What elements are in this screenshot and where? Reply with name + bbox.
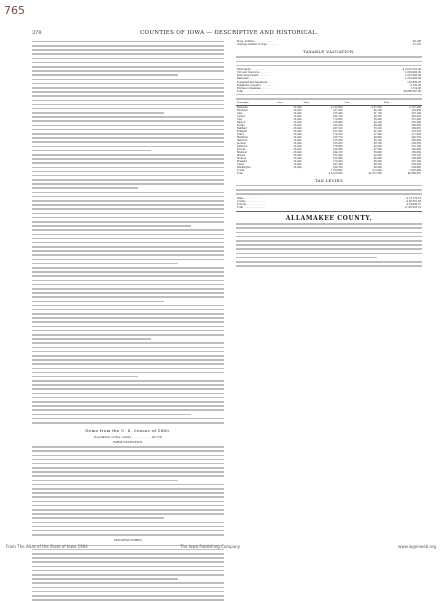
text-line bbox=[32, 446, 224, 449]
text-line bbox=[236, 244, 422, 247]
text-line bbox=[32, 561, 224, 564]
text-line bbox=[32, 284, 224, 287]
text-line bbox=[32, 292, 224, 295]
text-line bbox=[32, 522, 224, 525]
text-line bbox=[236, 265, 422, 268]
text-line bbox=[32, 463, 224, 466]
text-line bbox=[32, 171, 224, 174]
top-stats-table bbox=[236, 40, 422, 46]
stat-row: Total . . . . . . . . . . . . . . $ 103,523.14 bbox=[237, 205, 421, 209]
text-line bbox=[236, 253, 422, 256]
text-line bbox=[32, 574, 224, 577]
column-header: Total bbox=[383, 101, 422, 105]
text-line bbox=[32, 401, 224, 404]
text-line bbox=[236, 56, 422, 59]
text-line bbox=[32, 380, 224, 383]
text-line bbox=[32, 334, 224, 337]
text-line bbox=[32, 587, 224, 590]
text-line bbox=[32, 313, 224, 316]
text-line bbox=[32, 296, 224, 299]
text-line bbox=[32, 321, 224, 324]
text-line bbox=[32, 475, 224, 478]
text-line bbox=[32, 200, 224, 203]
assessment-table bbox=[236, 101, 422, 174]
text-line bbox=[32, 526, 224, 529]
text-line bbox=[32, 108, 224, 111]
text-line bbox=[32, 355, 224, 358]
text-line bbox=[32, 288, 224, 291]
text-line bbox=[32, 133, 224, 136]
stat-row: Farm lands . . . . . . . . . . . . $ 2,810,762.00 bbox=[237, 68, 421, 72]
text-line bbox=[32, 213, 224, 216]
text-line bbox=[32, 225, 224, 228]
body-text-block bbox=[32, 41, 224, 425]
text-line bbox=[32, 359, 224, 362]
text-line bbox=[32, 480, 224, 483]
table-row: Dayton 23,040 188,440 44,100 232,540 bbox=[237, 120, 421, 124]
text-line bbox=[32, 553, 224, 556]
text-line bbox=[32, 557, 224, 560]
text-line bbox=[32, 45, 224, 48]
stat-row: Personal property . . . . . . . . 1,007,506.00 bbox=[237, 74, 421, 78]
stat-row: Telegraph and telephone . . . . 102,800.00 bbox=[237, 80, 421, 84]
table-row: Jefferson 23,040 178,900 40,200 219,100 bbox=[237, 144, 421, 148]
text-line bbox=[32, 229, 224, 232]
population-line: Population of the county . . . . . . . . . . 10,770 bbox=[94, 434, 162, 439]
text-line bbox=[32, 41, 224, 44]
footer-source: From The Atlas of the State of Iowa 1904 bbox=[6, 544, 88, 549]
manufactures-table bbox=[32, 545, 224, 602]
text-line bbox=[32, 578, 224, 581]
text-line bbox=[236, 257, 422, 260]
taxable-valuation-heading: TAXABLE VALUATION. bbox=[302, 49, 356, 55]
text-line bbox=[32, 484, 224, 487]
table-row: Madison 23,040 204,150 50,900 255,050 bbox=[237, 150, 421, 154]
text-line bbox=[32, 326, 224, 329]
text-line bbox=[32, 250, 224, 253]
table-row: Union 23,040 201,540 48,700 250,240 bbox=[237, 162, 421, 166]
text-line bbox=[32, 405, 224, 408]
table-row: Belleville 23,040 $ 199,860 $ 57,600 $ 257,460 bbox=[237, 105, 421, 109]
text-line bbox=[32, 112, 224, 115]
text-line bbox=[236, 227, 422, 230]
text-line bbox=[32, 409, 224, 412]
table-row: Monroe 23,040 192,880 45,600 238,480 bbox=[237, 156, 421, 160]
text-line bbox=[236, 240, 422, 243]
table-row: Grant 23,040 174,520 37,400 211,920 bbox=[237, 132, 421, 136]
text-line bbox=[32, 70, 224, 73]
text-line bbox=[32, 242, 224, 245]
text-line bbox=[32, 505, 224, 508]
taxable-valuation-table bbox=[236, 68, 422, 93]
text-line bbox=[32, 467, 224, 470]
text-line bbox=[32, 49, 224, 52]
page-stamp-number: 765 bbox=[4, 4, 25, 17]
text-line bbox=[32, 196, 224, 199]
text-line bbox=[32, 347, 224, 350]
county-title: ALLAMAKEE COUNTY. bbox=[285, 214, 373, 222]
column-header: Pers. bbox=[344, 101, 383, 105]
text-line bbox=[32, 450, 224, 453]
county-body-text bbox=[236, 223, 422, 268]
text-line bbox=[32, 317, 224, 320]
text-line bbox=[32, 125, 224, 128]
text-line bbox=[32, 368, 224, 371]
text-line bbox=[32, 280, 224, 283]
text-line bbox=[32, 305, 224, 308]
page-number: 370 bbox=[32, 30, 42, 36]
table-row: Dodge 23,040 193,250 46,800 240,050 bbox=[237, 123, 421, 127]
column-header: Area bbox=[277, 101, 303, 105]
column-header: Townships bbox=[236, 101, 277, 105]
text-line bbox=[32, 309, 224, 312]
table-row: Fairfield 23,040 207,610 53,200 260,810 bbox=[237, 126, 421, 130]
text-line bbox=[32, 154, 224, 157]
text-line bbox=[32, 254, 224, 257]
text-line bbox=[32, 582, 224, 585]
stat-row: Schools . . . . . . . . . . . . . $ 54,806.37 bbox=[237, 202, 421, 206]
text-line bbox=[32, 74, 224, 77]
text-line bbox=[32, 566, 224, 569]
text-line bbox=[32, 513, 224, 516]
column-header: Value bbox=[302, 101, 343, 105]
manufactures-heading: MANUFACTURES. bbox=[113, 538, 143, 543]
text-line bbox=[32, 501, 224, 504]
table-row: Washington 23,040 189,760 44,900 234,660 bbox=[237, 165, 421, 169]
text-line bbox=[236, 61, 422, 64]
text-line bbox=[32, 591, 224, 594]
stat-row: Average number of hogs . . . . . . . . 27,187 bbox=[237, 43, 421, 47]
text-line bbox=[32, 351, 224, 354]
text-line bbox=[32, 246, 224, 249]
text-line bbox=[32, 459, 224, 462]
stat-row: Express companies . . . . . . . 1,710.00 bbox=[237, 86, 421, 90]
text-line bbox=[32, 66, 224, 69]
text-line bbox=[32, 150, 224, 153]
text-line bbox=[32, 87, 224, 90]
text-line bbox=[32, 267, 224, 270]
table-row: Jackson 23,040 185,650 43,700 229,350 bbox=[237, 141, 421, 145]
table-row: Pleasant 23,040 170,260 36,900 207,160 bbox=[237, 159, 421, 163]
text-line bbox=[32, 167, 224, 170]
table-row: Brooklyn 23,040 187,350 48,100 235,450 bbox=[237, 108, 421, 112]
text-line bbox=[32, 116, 224, 119]
text-line bbox=[32, 129, 224, 132]
stat-row: Railroads . . . . . . . . . . . . 1,210,000.00 bbox=[237, 77, 421, 81]
text-line bbox=[32, 137, 224, 140]
text-line bbox=[32, 338, 224, 341]
levies-intro-text bbox=[236, 185, 422, 197]
footer-website: www.iagenweb.org bbox=[398, 544, 436, 549]
text-line bbox=[32, 570, 224, 573]
text-line bbox=[32, 83, 224, 86]
right-column bbox=[236, 40, 422, 268]
text-line bbox=[32, 376, 224, 379]
text-line bbox=[32, 492, 224, 495]
table-row: Marion 23,040 183,420 42,300 225,720 bbox=[237, 153, 421, 157]
assessment-intro-text bbox=[236, 94, 422, 101]
text-line bbox=[32, 534, 224, 537]
text-line bbox=[32, 208, 224, 211]
text-line bbox=[32, 58, 224, 61]
text-line bbox=[32, 221, 224, 224]
table-row: Hamilton 23,040 196,770 49,800 246,570 bbox=[237, 135, 421, 139]
running-header: COUNTIES OF IOWA — DESCRIPTIVE AND HISTORICAL. bbox=[140, 30, 319, 36]
text-line bbox=[32, 397, 224, 400]
text-line bbox=[32, 263, 224, 266]
text-line bbox=[236, 189, 422, 192]
text-line bbox=[32, 238, 224, 241]
divider bbox=[236, 211, 422, 212]
text-line bbox=[32, 162, 224, 165]
text-line bbox=[32, 62, 224, 65]
text-line bbox=[32, 179, 224, 182]
text-line bbox=[32, 517, 224, 520]
stat-row: State . . . . . . . . . . . . . . $ 12,179.19 bbox=[237, 196, 421, 200]
text-line bbox=[32, 95, 224, 98]
tax-levies-heading: TAX LEVIES bbox=[314, 177, 344, 183]
stat-row: Total . . . . . . . . . . . . . . $6,089,597.00 bbox=[237, 89, 421, 93]
text-line bbox=[32, 217, 224, 220]
text-line bbox=[236, 248, 422, 251]
text-line bbox=[236, 232, 422, 235]
text-line bbox=[32, 271, 224, 274]
text-line bbox=[32, 530, 224, 533]
text-line bbox=[32, 414, 224, 417]
stat-row: Telephone property . . . . . . . 9,100.00 bbox=[237, 83, 421, 87]
text-line bbox=[32, 549, 224, 552]
text-line bbox=[32, 259, 224, 262]
text-line bbox=[32, 275, 224, 278]
text-line bbox=[32, 496, 224, 499]
text-line bbox=[32, 509, 224, 512]
text-line bbox=[32, 100, 224, 103]
text-line bbox=[32, 595, 224, 598]
table-row: Lincoln 23,040 199,300 47,500 246,800 bbox=[237, 147, 421, 151]
taxable-intro-text bbox=[236, 56, 422, 68]
table-row: Clay 23,040 176,600 38,900 215,500 bbox=[237, 117, 421, 121]
tax-levies-table bbox=[236, 197, 422, 209]
text-line bbox=[32, 393, 224, 396]
table-row: Towns 1,010,000 312,400 1,322,400 bbox=[237, 168, 421, 172]
farm-statistics-table bbox=[32, 446, 224, 537]
text-line bbox=[236, 185, 422, 188]
table-row: Cass 23,040 215,400 51,700 267,100 bbox=[237, 111, 421, 115]
text-line bbox=[236, 94, 422, 97]
text-line bbox=[32, 471, 224, 474]
text-line bbox=[236, 236, 422, 239]
table-row: Total $ 5,010,000 $1,077,606 $6,089,597 bbox=[237, 171, 421, 175]
text-line bbox=[32, 388, 224, 391]
text-line bbox=[32, 204, 224, 207]
table-row: Harrison 23,040 210,380 55,100 265,480 bbox=[237, 138, 421, 142]
footer-publisher: The Iowa Publishing Company bbox=[180, 544, 241, 549]
text-line bbox=[32, 372, 224, 375]
stat-row: Hogs, number . . . . . . . . . . . . 28,108 bbox=[237, 40, 421, 43]
left-column bbox=[32, 40, 224, 543]
text-line bbox=[32, 79, 224, 82]
text-line bbox=[236, 261, 422, 264]
text-line bbox=[32, 120, 224, 123]
text-line bbox=[32, 91, 224, 94]
text-line bbox=[32, 234, 224, 237]
text-line bbox=[32, 192, 224, 195]
text-line bbox=[32, 301, 224, 304]
text-line bbox=[32, 175, 224, 178]
table-row: Franklin 23,040 181,930 41,600 223,530 bbox=[237, 129, 421, 133]
text-line bbox=[32, 384, 224, 387]
text-line bbox=[32, 53, 224, 56]
text-line bbox=[32, 330, 224, 333]
text-line bbox=[32, 187, 224, 190]
text-line bbox=[32, 488, 224, 491]
stat-row: City and town lots . . . . . . . . 1,010,000.00 bbox=[237, 71, 421, 75]
farm-statistics-heading: FARM STATISTICS. bbox=[113, 439, 143, 444]
stat-row: County . . . . . . . . . . . . . $ 36,537.58 bbox=[237, 199, 421, 203]
text-line bbox=[32, 455, 224, 458]
text-line bbox=[236, 223, 422, 226]
text-line bbox=[32, 342, 224, 345]
text-line bbox=[32, 141, 224, 144]
text-line bbox=[32, 158, 224, 161]
text-line bbox=[32, 418, 224, 421]
table-row: Center 23,040 202,120 40,300 242,420 bbox=[237, 114, 421, 118]
text-line bbox=[32, 104, 224, 107]
text-line bbox=[32, 183, 224, 186]
text-line bbox=[32, 146, 224, 149]
section-heading: Items from the U. S. Census of 1880. bbox=[85, 428, 171, 434]
text-line bbox=[32, 422, 224, 425]
text-line bbox=[32, 363, 224, 366]
